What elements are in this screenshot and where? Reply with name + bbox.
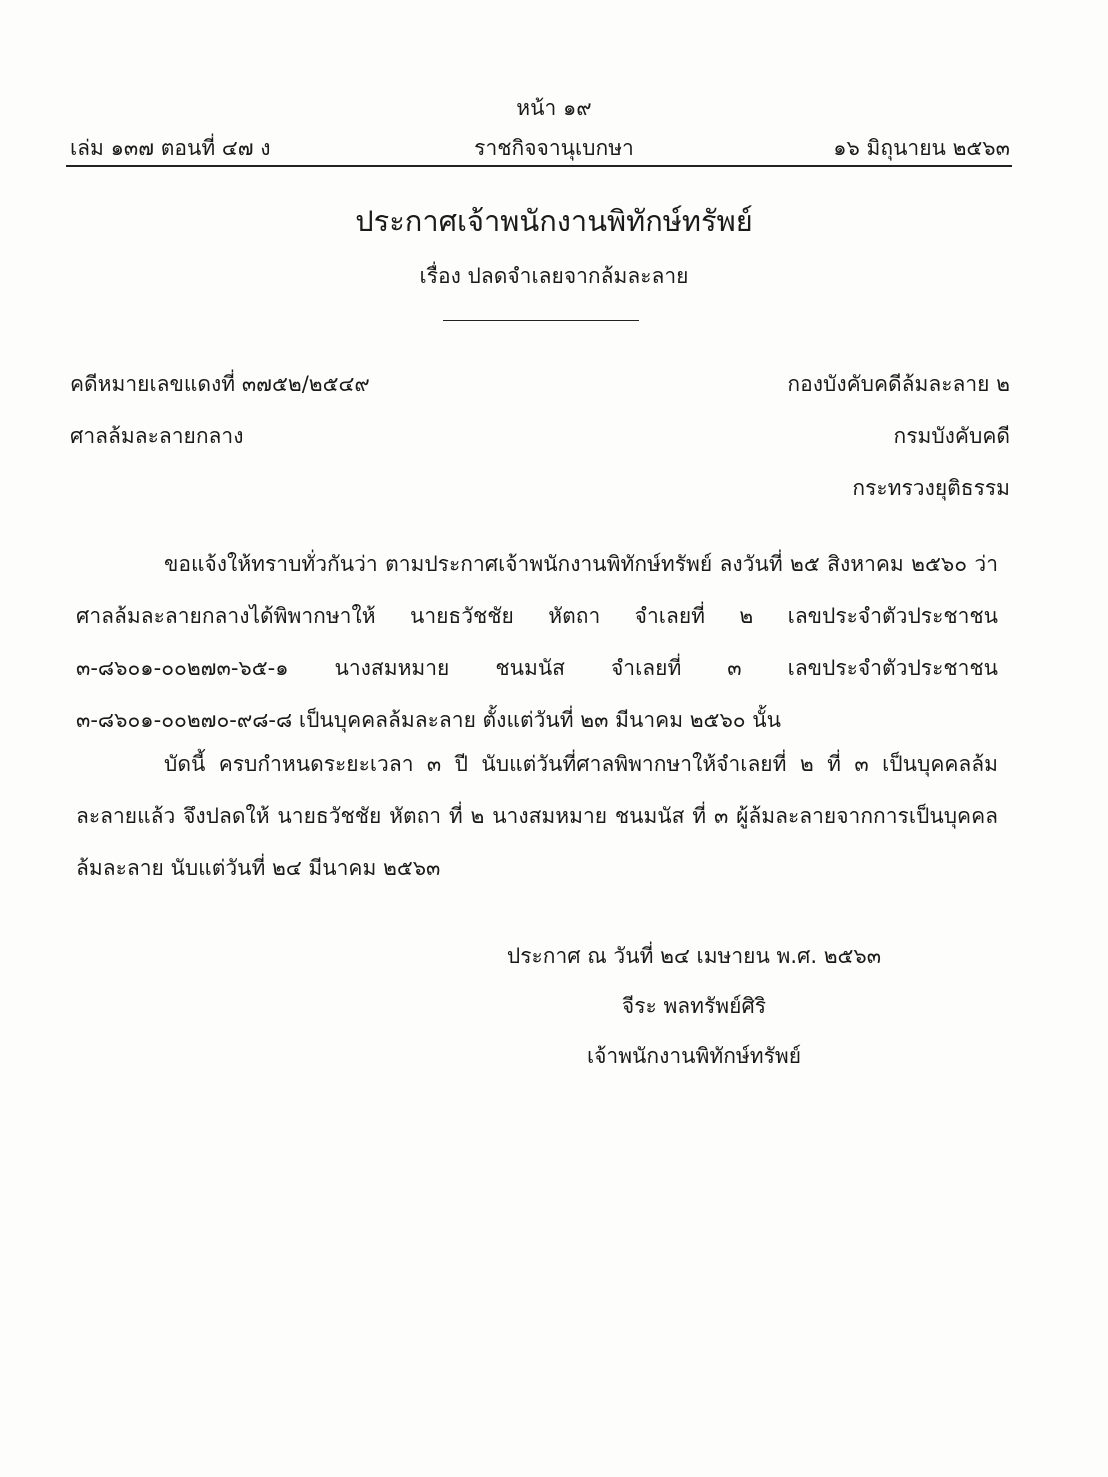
signatory-name: จีระ พลทรัพย์ศิริ (621, 994, 767, 1018)
signatory-position: เจ้าพนักงานพิทักษ์ทรัพย์ (586, 1044, 802, 1068)
body-paragraph-1: ขอแจ้งให้ทราบทั่วกันว่า ตามประกาศเจ้าพนักงานพิทักษ์ทรัพย์ ลงวันที่ ๒๕ สิงหาคม ๒๕๖๐ ว่าศาลล้มละลายกลางได้พิพากษาให้ นายธวัชชัย หัตถา จำเลยที่ ๒ เลขประจำตัวประชาชน ๓-๘๖๐๑-๐๐๒๗๓-๖๕-๑ นางสมหมาย ชนมนัส จำเลยที่ ๓ เลขประจำตัวประชาชน ๓-๘๖๐๑-๐๐๒๗๐-๙๘-๘ เป็นบุคคลล้มละลาย ตั้งแต่วันที่ ๒๓ มีนาคม ๒๕๖๐ นั้น (76, 552, 998, 732)
page-number: หน้า ๑๙ (516, 96, 592, 120)
title-divider (443, 320, 639, 321)
department-name: กรมบังคับคดี (893, 424, 1010, 448)
volume-issue: เล่ม ๑๓๗ ตอนที่ ๔๗ ง (70, 136, 271, 160)
body-paragraph-2: บัดนี้ ครบกำหนดระยะเวลา ๓ ปี นับแต่วันที่ศาลพิพากษาให้จำเลยที่ ๒ ที่ ๓ เป็นบุคคลล้มละลายแล้ว จึงปลดให้ นายธวัชชัย หัตถา ที่ ๒ นางสมหมาย ชนมนัส ที่ ๓ ผู้ล้มละลายจากการเป็นบุคคลล้มละลาย นับแต่วันที่ ๒๔ มีนาคม ๒๕๖๓ (76, 752, 998, 880)
announcement-subject: เรื่อง ปลดจำเลยจากล้มละลาย (419, 264, 689, 288)
gazette-date: ๑๖ มิถุนายน ๒๕๖๓ (833, 136, 1010, 160)
gazette-name: ราชกิจจานุเบกษา (474, 136, 634, 160)
announcement-title: ประกาศเจ้าพนักงานพิทักษ์ทรัพย์ (355, 204, 753, 238)
header-divider (66, 165, 1012, 167)
court-name: ศาลล้มละลายกลาง (70, 424, 244, 448)
enforcement-office: กองบังคับคดีล้มละลาย ๒ (787, 372, 1010, 396)
case-number: คดีหมายเลขแดงที่ ๓๗๕๒/๒๕๔๙ (70, 372, 370, 396)
ministry-name: กระทรวงยุติธรรม (852, 476, 1010, 500)
announced-date: ประกาศ ณ วันที่ ๒๔ เมษายน พ.ศ. ๒๕๖๓ (506, 944, 882, 968)
